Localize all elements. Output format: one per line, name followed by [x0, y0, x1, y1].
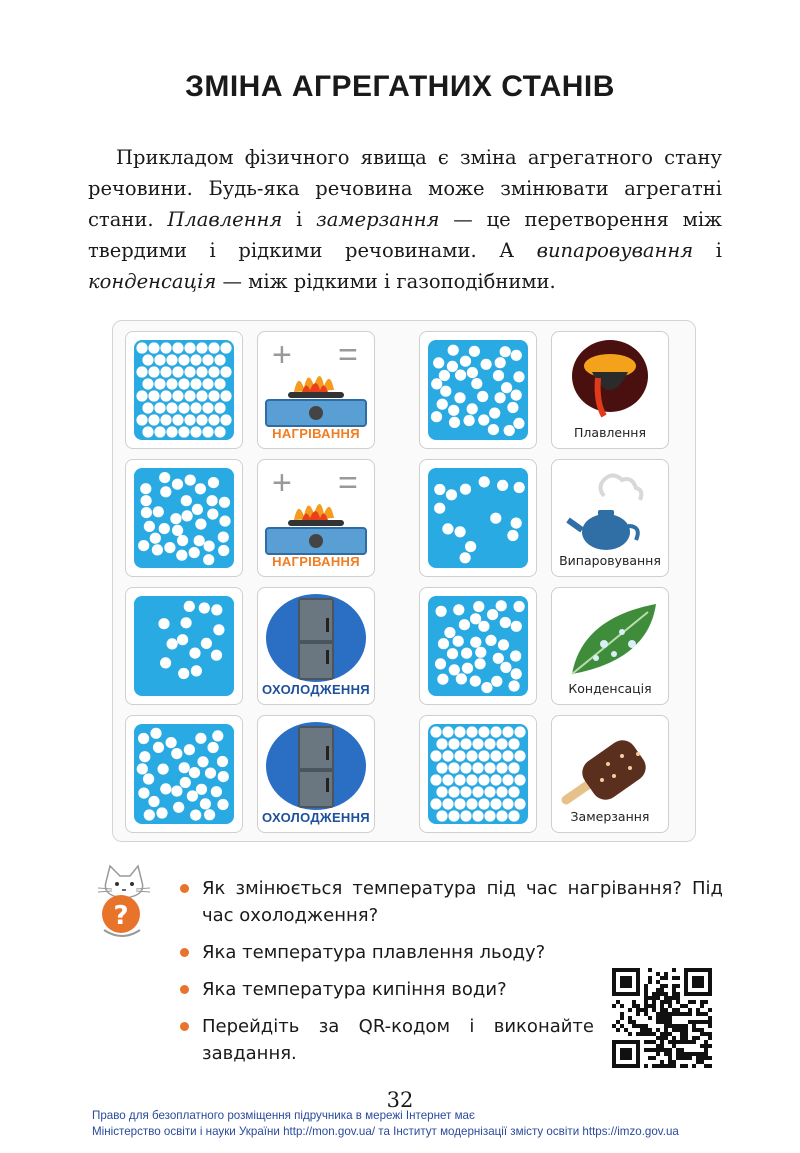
page-title: ЗМІНА АГРЕГАТНИХ СТАНІВ [185, 70, 615, 103]
intro-and-2: і [693, 239, 722, 262]
question-item [178, 1013, 594, 1067]
question-item [178, 939, 723, 966]
particles-liquid-icon [126, 460, 242, 576]
process-label: Замерзання [570, 809, 650, 824]
question-text: Як змінюється температура під час нагрівання? Під час охолодження? [202, 878, 723, 926]
term-evaporation: випаровування [536, 239, 694, 262]
bullet-icon [180, 1022, 189, 1031]
cat-question-icon [92, 862, 154, 944]
bullet-icon [180, 884, 189, 893]
intro-text-2: — це перетворення між твердими і рідкими речовинами. А [88, 208, 722, 262]
intro-text-1: Прикладом фізичного явища є зміна агрегатного стану речовини. Будь-яка речовина може змінювати агрегатні стани. [88, 146, 722, 231]
term-melting: Плавлення [167, 208, 283, 231]
particles-gas-cell [419, 459, 537, 577]
process-condensation-cell [551, 587, 669, 705]
page-number: 32 [386, 1088, 414, 1112]
question-item [178, 875, 723, 929]
question-text: Яка температура кипіння води? [202, 979, 507, 1000]
action-label: НАГРІВАННЯ [272, 426, 360, 441]
equals-sign: = [338, 464, 358, 502]
particles-gas-icon [126, 588, 242, 704]
process-melting-cell [551, 331, 669, 449]
action-label: НАГРІВАННЯ [272, 554, 360, 569]
particles-liquid-icon [126, 716, 242, 832]
heating-cell [257, 459, 375, 577]
equals-sign: = [338, 336, 358, 374]
question-text: Перейдіть за QR-кодом і виконайте завдання. [202, 1016, 594, 1064]
intro-and-1: і [282, 208, 317, 231]
cooling-cell [257, 587, 375, 705]
plus-sign: + [272, 464, 292, 502]
bullet-icon [180, 985, 189, 994]
footer-line-1: Право для безоплатного розміщення підручника в мережі Інтернет має [92, 1109, 475, 1122]
term-condensation: конденсація [88, 270, 217, 293]
intro-text-3: — між рідкими і газоподібними. [216, 270, 556, 293]
intro-paragraph [88, 142, 722, 297]
process-freezing-cell [551, 715, 669, 833]
particles-liquid-cell [419, 331, 537, 449]
copyright-footer [92, 1108, 679, 1140]
footer-line-2: Міністерство освіти і науки України http://mon.gov.ua/ та Інститут модернізації змісту освіти https://imzo.gov.ua [92, 1125, 679, 1138]
particles-liquid-cell [125, 459, 243, 577]
process-label: Плавлення [574, 425, 646, 440]
bullet-icon [180, 948, 189, 957]
particles-liquid-icon [420, 332, 536, 448]
action-label: ОХОЛОДЖЕННЯ [262, 810, 370, 825]
qr-code-icon[interactable] [612, 968, 712, 1068]
particles-liquid-icon [420, 588, 536, 704]
particles-gas-icon [420, 460, 536, 576]
heating-cell [257, 331, 375, 449]
process-label: Випаровування [559, 553, 661, 568]
term-freezing: замерзання [316, 208, 440, 231]
plus-sign: + [272, 336, 292, 374]
particles-solid-cell [125, 331, 243, 449]
particles-solid-cell [419, 715, 537, 833]
action-label: ОХОЛОДЖЕННЯ [262, 682, 370, 697]
particles-liquid-cell [419, 587, 537, 705]
process-evaporation-cell [551, 459, 669, 577]
particles-gas-cell [125, 587, 243, 705]
particles-solid-icon [126, 332, 242, 448]
cooling-cell [257, 715, 375, 833]
process-label: Конденсація [568, 681, 652, 696]
question-text: Яка температура плавлення льоду? [202, 942, 546, 963]
particles-liquid-cell [125, 715, 243, 833]
particles-solid-icon [420, 716, 536, 832]
states-grid [112, 320, 696, 842]
question-mark: ? [113, 901, 129, 931]
